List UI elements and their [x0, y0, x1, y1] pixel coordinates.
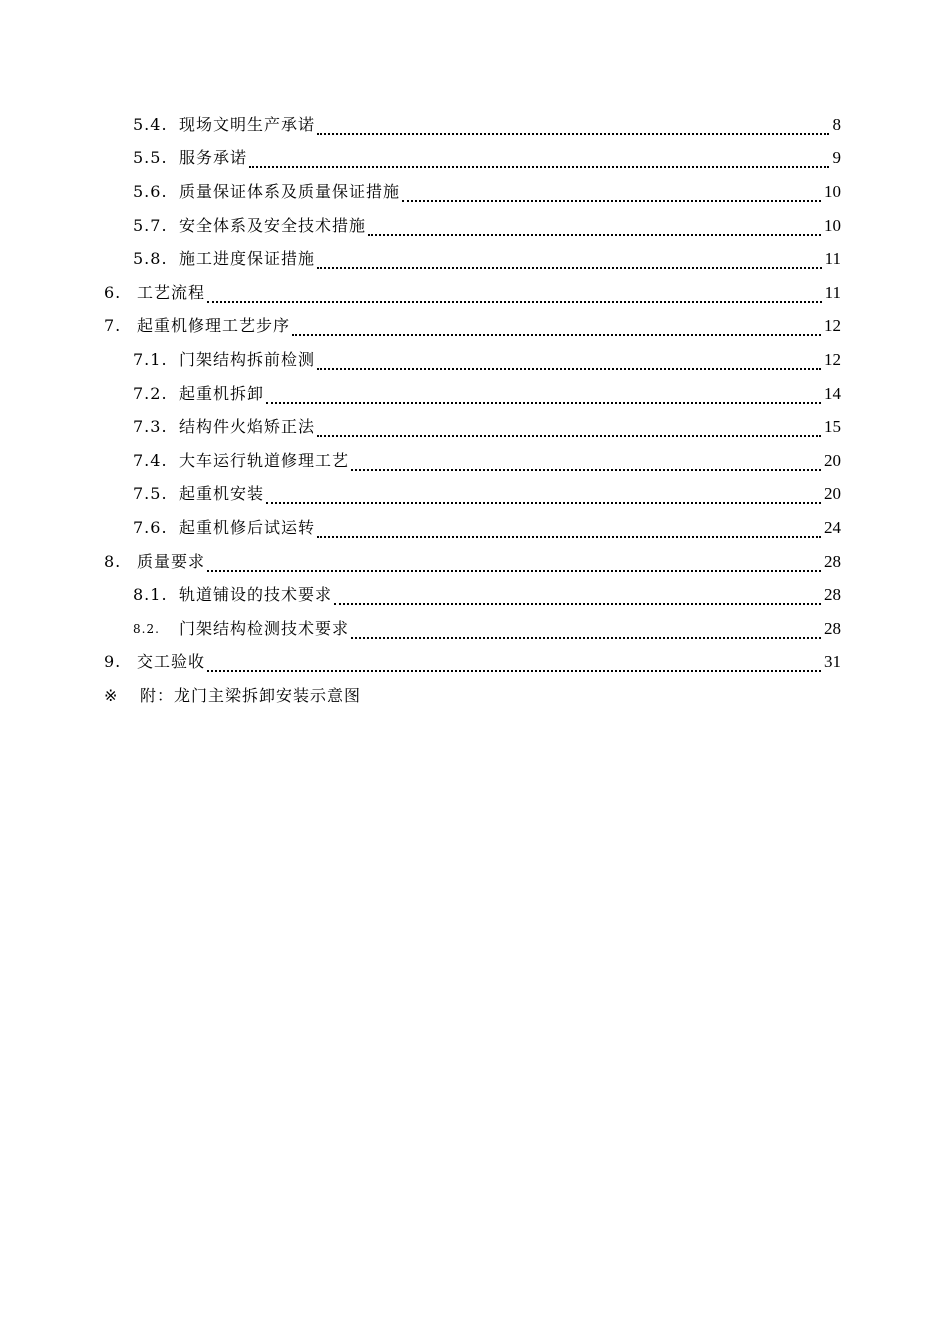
- toc-entry-5-7[interactable]: [0, 209, 950, 243]
- toc-entry-number: 7.4.: [133, 450, 168, 470]
- dot-leader: [351, 621, 821, 639]
- table-of-contents: [0, 108, 950, 679]
- toc-entry-title: 起重机拆卸: [179, 383, 265, 403]
- toc-entry-page: 28: [824, 551, 841, 571]
- toc-entry-page: 10: [824, 181, 841, 201]
- toc-entry-page: 24: [824, 517, 841, 537]
- toc-entry-page: 8: [832, 114, 841, 134]
- toc-entry-number: 9.: [104, 652, 122, 672]
- toc-entry-8-1[interactable]: [0, 578, 950, 612]
- toc-entry-page: 31: [824, 652, 841, 672]
- toc-entry-number: 5.7.: [133, 215, 168, 235]
- dot-leader: [266, 486, 821, 504]
- toc-entry-5-8[interactable]: [0, 242, 950, 276]
- toc-entry-number: 7.5.: [133, 484, 168, 504]
- toc-entry-number: 7.1.: [133, 349, 168, 369]
- toc-entry-7[interactable]: [0, 310, 950, 344]
- toc-entry-title: 轨道铺设的技术要求: [179, 585, 333, 605]
- dot-leader: [317, 251, 822, 269]
- dot-leader: [292, 318, 821, 336]
- dot-leader: [266, 386, 821, 404]
- dot-leader: [317, 352, 821, 370]
- toc-entry-number: 6.: [104, 282, 122, 302]
- annex-text: 附：龙门主梁拆卸安装示意图: [140, 686, 362, 705]
- toc-entry-page: 12: [824, 316, 841, 336]
- toc-entry-title: 起重机修后试运转: [179, 517, 316, 537]
- toc-entry-number: 5.4.: [133, 114, 168, 134]
- toc-entry-page: 14: [824, 383, 841, 403]
- toc-entry-7-5[interactable]: [0, 478, 950, 512]
- dot-leader: [317, 419, 821, 437]
- toc-entry-7-3[interactable]: [0, 410, 950, 444]
- dot-leader: [402, 184, 821, 202]
- toc-entry-title: 起重机安装: [179, 484, 265, 504]
- toc-entry-page: 9: [832, 148, 841, 168]
- reference-mark-icon: ※: [104, 686, 119, 705]
- toc-entry-number: 7.6.: [133, 517, 168, 537]
- toc-entry-page: 28: [824, 618, 841, 638]
- toc-entry-number: 8.1.: [133, 585, 168, 605]
- dot-leader: [351, 453, 821, 471]
- toc-entry-number: 5.8.: [133, 249, 168, 269]
- toc-entry-title: 质量保证体系及质量保证措施: [179, 181, 401, 201]
- toc-entry-page: 12: [824, 349, 841, 369]
- toc-entry-5-6[interactable]: [0, 175, 950, 209]
- toc-entry-6[interactable]: [0, 276, 950, 310]
- toc-entry-title: 交工验收: [137, 652, 206, 672]
- toc-entry-page: 11: [824, 249, 841, 269]
- toc-entry-5-5[interactable]: [0, 142, 950, 176]
- dot-leader: [207, 285, 822, 303]
- toc-entry-page: 20: [824, 450, 841, 470]
- annex-note: [104, 679, 361, 712]
- toc-entry-8[interactable]: [0, 545, 950, 579]
- toc-entry-title: 门架结构检测技术要求: [179, 618, 350, 638]
- toc-entry-page: 15: [824, 417, 841, 437]
- toc-entry-title: 起重机修理工艺步序: [137, 316, 291, 336]
- toc-entry-number: 7.2.: [133, 383, 168, 403]
- toc-entry-7-1[interactable]: [0, 343, 950, 377]
- dot-leader: [317, 520, 821, 538]
- toc-entry-page: 20: [824, 484, 841, 504]
- toc-entry-8-2[interactable]: [0, 612, 950, 646]
- dot-leader: [368, 218, 821, 236]
- toc-entry-title: 安全体系及安全技术措施: [179, 215, 367, 235]
- toc-entry-number: 5.6.: [133, 181, 168, 201]
- toc-entry-page: 10: [824, 215, 841, 235]
- toc-entry-title: 服务承诺: [179, 148, 248, 168]
- toc-entry-title: 结构件火焰矫正法: [179, 417, 316, 437]
- dot-leader: [317, 117, 829, 135]
- toc-entry-title: 施工进度保证措施: [179, 249, 316, 269]
- toc-entry-number: 8.: [104, 551, 122, 571]
- toc-entry-7-2[interactable]: [0, 377, 950, 411]
- toc-entry-title: 门架结构拆前检测: [179, 349, 316, 369]
- toc-entry-title: 质量要求: [137, 551, 206, 571]
- toc-entry-title: 大车运行轨道修理工艺: [179, 450, 350, 470]
- dot-leader: [207, 654, 821, 672]
- toc-entry-page: 11: [824, 282, 841, 302]
- toc-entry-number: 8.2.: [133, 621, 160, 636]
- toc-entry-7-6[interactable]: [0, 511, 950, 545]
- dot-leader: [249, 150, 829, 168]
- toc-entry-number: 5.5.: [133, 148, 168, 168]
- toc-entry-page: 28: [824, 585, 841, 605]
- toc-entry-9[interactable]: [0, 646, 950, 680]
- toc-entry-number: 7.: [104, 316, 122, 336]
- toc-entry-title: 现场文明生产承诺: [179, 114, 316, 134]
- dot-leader: [334, 587, 821, 605]
- dot-leader: [207, 554, 821, 572]
- toc-entry-number: 7.3.: [133, 417, 168, 437]
- toc-entry-7-4[interactable]: [0, 444, 950, 478]
- toc-entry-5-4[interactable]: [0, 108, 950, 142]
- toc-entry-title: 工艺流程: [137, 282, 206, 302]
